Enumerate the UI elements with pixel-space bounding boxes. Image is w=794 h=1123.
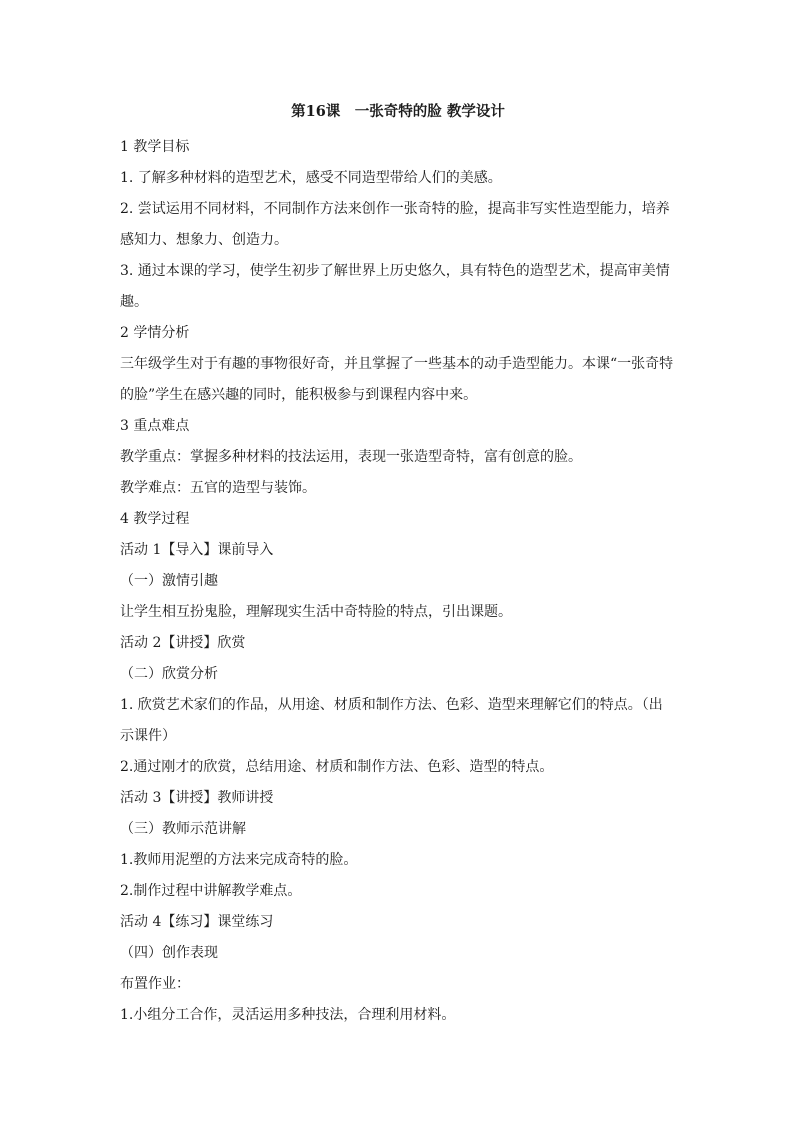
section-3-item-1: 1.教师用泥塑的方法来完成奇特的脸。	[120, 852, 358, 868]
section-1-text: 让学生相互扮鬼脸，理解现实生活中奇特脸的特点，引出课题。	[120, 604, 512, 620]
activity-3-title: 活动 3【讲授】教师讲授	[120, 790, 274, 806]
student-analysis-text: 三年级学生对于有趣的事物很好奇，并且掌握了一些基本的动手造型能力。本课“一张奇特的脸”学生在感兴趣的同时，能积极参与到课程内容中来。	[120, 356, 674, 403]
key-point-text: 教学重点：掌握多种材料的技法运用，表现一张造型奇特，富有创意的脸。	[120, 449, 582, 465]
homework-item-1: 1.小组分工合作，灵活运用多种技法，合理利用材料。	[120, 1007, 456, 1023]
section-3-item-2: 2.制作过程中讲解教学难点。	[120, 883, 302, 899]
document-body	[120, 132, 676, 1031]
section-3-title: （三）教师示范讲解	[120, 821, 246, 837]
heading-key-points: 3 重点难点	[120, 418, 190, 434]
homework-label: 布置作业：	[120, 976, 190, 992]
activity-1-title: 活动 1【导入】课前导入	[120, 542, 274, 558]
objective-item-3: 3. 通过本课的学习，使学生初步了解世界上历史悠久，具有特色的造型艺术，提高审美情趣。	[120, 263, 670, 310]
activity-2-title: 活动 2【讲授】欣赏	[120, 635, 246, 651]
section-2-item-1: 1. 欣赏艺术家们的作品，从用途、材质和制作方法、色彩、造型来理解它们的特点。（出示课件）	[120, 697, 663, 744]
heading-teaching-process: 4 教学过程	[120, 511, 190, 527]
heading-student-analysis: 2 学情分析	[120, 325, 190, 341]
section-4-title: （四）创作表现	[120, 945, 218, 961]
objective-item-2: 2. 尝试运用不同材料，不同制作方法来创作一张奇特的脸，提高非写实性造型能力，培养感知力、想象力、创造力。	[120, 201, 670, 248]
section-1-title: （一）激情引趣	[120, 573, 218, 589]
difficult-point-text: 教学难点：五官的造型与装饰。	[120, 480, 316, 496]
section-2-item-2: 2.通过刚才的欣赏，总结用途、材质和制作方法、色彩、造型的特点。	[120, 759, 554, 775]
activity-4-title: 活动 4【练习】课堂练习	[120, 914, 274, 930]
document-title: 第16课 一张奇特的脸 教学设计	[291, 103, 505, 120]
heading-objectives: 1 教学目标	[120, 139, 190, 155]
section-2-title: （二）欣赏分析	[120, 666, 218, 682]
objective-item-1: 1. 了解多种材料的造型艺术，感受不同造型带给人们的美感。	[120, 170, 502, 186]
